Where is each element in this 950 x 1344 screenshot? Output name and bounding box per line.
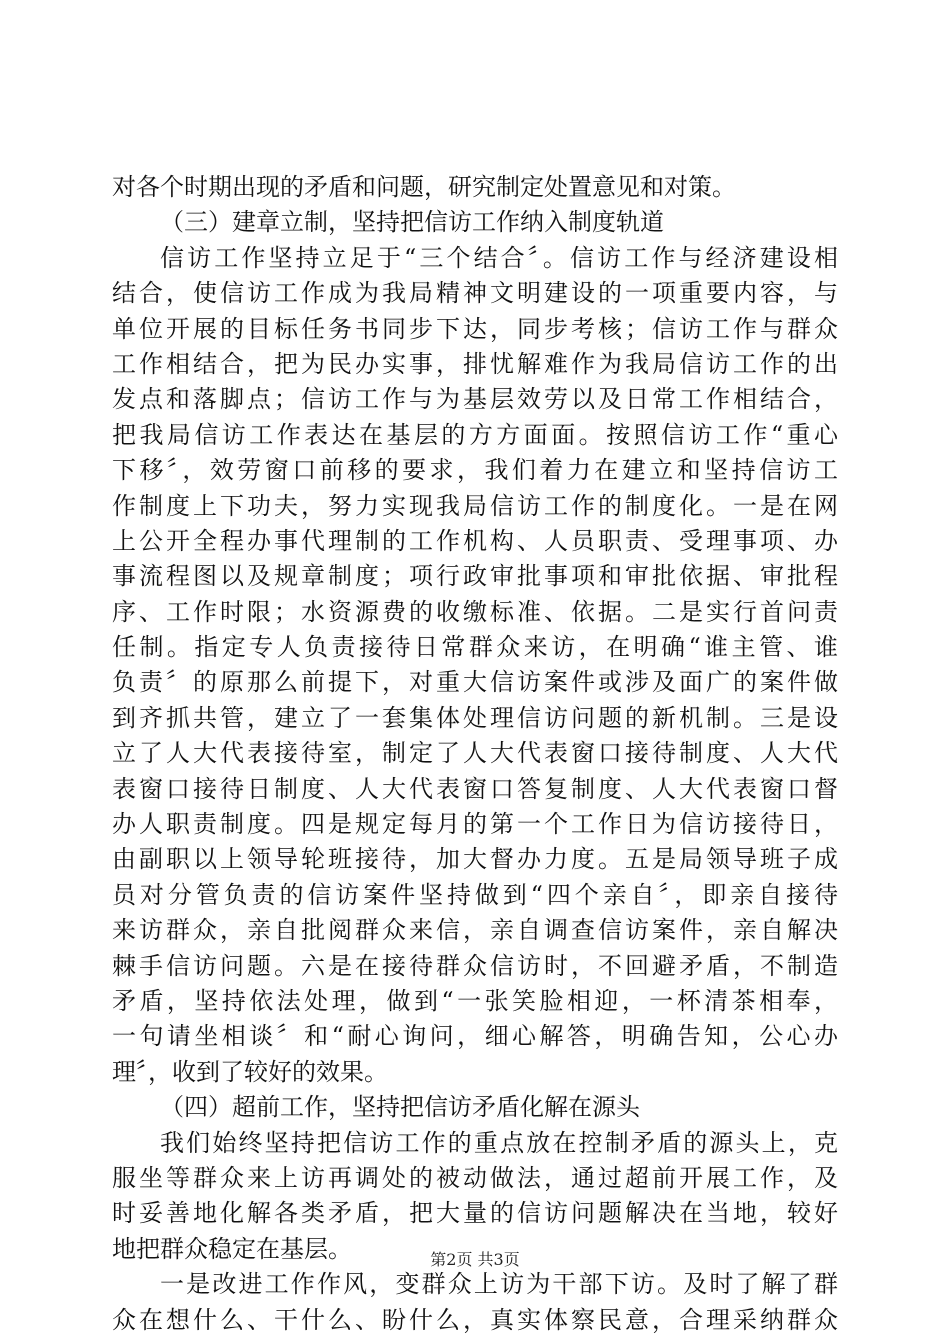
text-line: 工作相结合，把为民办实事，排忧解难作为我局信访工作的出 <box>112 349 838 378</box>
text-line: 上公开全程办事代理制的工作机构、人员职责、受理事项、办 <box>112 526 838 555</box>
text-line: 序、工作时限；水资源费的收缴标准、依据。二是实行首问责 <box>112 597 838 626</box>
text-line: 任制。指定专人负责接待日常群众来访，在明确“谁主管、谁 <box>112 633 838 662</box>
text-line: 办人职责制度。四是规定每月的第一个工作日为信访接待日， <box>112 810 838 839</box>
page-footer: 第2页 共3页 <box>430 1250 520 1269</box>
text-line: 一句请坐相谈〞和“耐心询问，细心解答，明确告知，公心办 <box>112 1022 838 1051</box>
text-line: 把我局信访工作表达在基层的方方面面。按照信访工作“重心 <box>112 420 838 449</box>
text-line: 发点和落脚点；信访工作与为基层效劳以及日常工作相结合， <box>112 385 838 414</box>
text-line: 理〞，收到了较好的效果。 <box>112 1057 388 1086</box>
text-line: 作制度上下功夫，努力实现我局信访工作的制度化。一是在网 <box>112 491 838 520</box>
text-line: 众在想什么、干什么、盼什么，真实体察民意，合理采纳群众 <box>112 1305 838 1334</box>
text-line: 结合，使信访工作成为我局精神文明建设的一项重要内容，与 <box>112 279 838 308</box>
text-line: 员对分管负责的信访案件坚持做到“四个亲自〞，即亲自接待 <box>112 880 838 909</box>
text-line: 由副职以上领导轮班接待，加大督办力度。五是局领导班子成 <box>112 845 838 874</box>
text-line: 立了人大代表接待室，制定了人大代表窗口接待制度、人大代 <box>112 739 838 768</box>
text-line: 地把群众稳定在基层。 <box>112 1234 352 1263</box>
text-line: 服坐等群众来上访再调处的被动做法，通过超前开展工作，及 <box>112 1163 838 1192</box>
text-line: 一是改进工作作风，变群众上访为干部下访。及时了解了群 <box>160 1270 838 1299</box>
text-line: 我们始终坚持把信访工作的重点放在控制矛盾的源头上，克 <box>160 1128 838 1157</box>
text-line: 对各个时期出现的矛盾和问题，研究制定处置意见和对策。 <box>112 173 736 201</box>
text-line: （四）超前工作，坚持把信访矛盾化解在源头 <box>160 1093 640 1122</box>
text-line: 信访工作坚持立足于“三个结合〞。信访工作与经济建设相 <box>160 243 838 272</box>
text-line: 矛盾，坚持依法处理，做到“一张笑脸相迎，一杯清茶相奉， <box>112 986 838 1015</box>
text-line: 时妥善地化解各类矛盾，把大量的信访问题解决在当地，较好 <box>112 1199 838 1228</box>
text-line: 到齐抓共管，建立了一套集体处理信访问题的新机制。三是设 <box>112 703 838 732</box>
text-line: 单位开展的目标任务书同步下达，同步考核；信访工作与群众 <box>112 314 838 343</box>
text-line: 事流程图以及规章制度；项行政审批事项和审批依据、审批程 <box>112 562 838 591</box>
text-line: 棘手信访问题。六是在接待群众信访时，不回避矛盾，不制造 <box>112 951 838 980</box>
document-body <box>112 170 838 1338</box>
text-line: 下移〞，效劳窗口前移的要求，我们着力在建立和坚持信访工 <box>112 456 838 485</box>
text-line: 来访群众，亲自批阅群众来信，亲自调查信访案件，亲自解决 <box>112 916 838 945</box>
text-line: （三）建章立制，坚持把信访工作纳入制度轨道 <box>160 208 664 237</box>
text-line: 表窗口接待日制度、人大代表窗口答复制度、人大代表窗口督 <box>112 774 838 803</box>
text-line: 负责〞的原那么前提下，对重大信访案件或涉及面广的案件做 <box>112 668 838 697</box>
